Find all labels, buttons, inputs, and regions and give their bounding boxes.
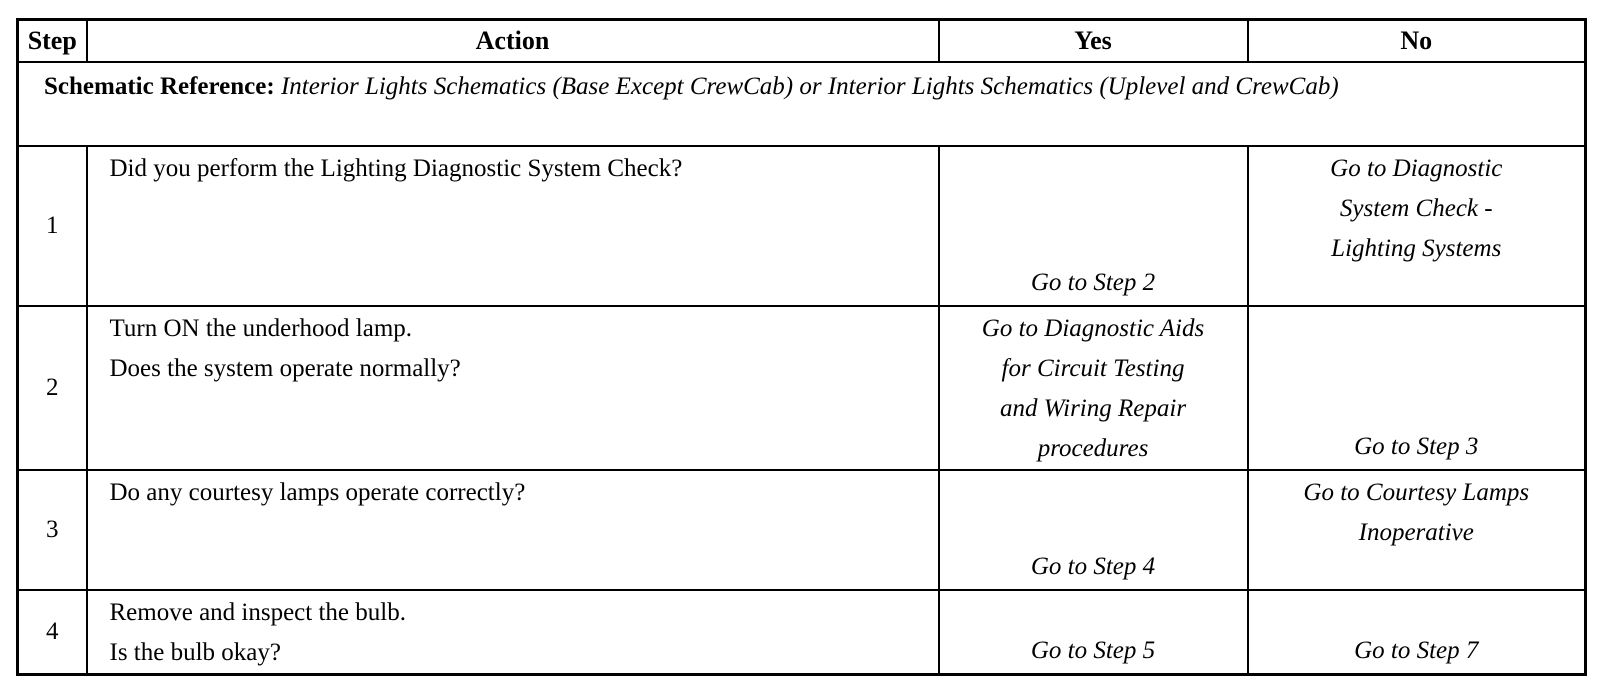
action-line: Did you perform the Lighting Diagnostic System Check?: [109, 155, 683, 182]
step-number: 3: [18, 470, 87, 590]
action-cell: [87, 470, 939, 590]
yes-line: Go to Step 4: [1030, 553, 1156, 580]
header-yes: Yes: [939, 20, 1248, 63]
table-row: [18, 590, 1586, 675]
no-cell: [1248, 306, 1586, 470]
table-row: [18, 306, 1586, 470]
no-cell: [1248, 470, 1586, 590]
yes-line: for Circuit Testing: [1001, 355, 1185, 382]
action-cell: [87, 590, 939, 675]
action-line: Is the bulb okay?: [109, 639, 281, 666]
yes-cell: [939, 146, 1248, 306]
header-row: [18, 20, 1586, 63]
table-row: [18, 470, 1586, 590]
yes-line: Go to Step 2: [1030, 269, 1156, 296]
action-line: Does the system operate normally?: [109, 355, 461, 382]
action-cell: [87, 146, 939, 306]
yes-cell: [939, 306, 1248, 470]
no-line: Go to Step 7: [1354, 637, 1479, 664]
action-line: Remove and inspect the bulb.: [109, 599, 406, 626]
header-step: Step: [18, 20, 87, 63]
no-line: System Check -: [1339, 195, 1493, 222]
no-line: Go to Step 3: [1354, 433, 1479, 460]
step-number: 2: [18, 306, 87, 470]
diagnostic-table: [16, 18, 1587, 676]
no-line: Lighting Systems: [1331, 235, 1502, 262]
header-action: Action: [87, 20, 939, 63]
schematic-reference-text: Interior Lights Schematics (Base Except CrewCab) or Interior Lights Schematics (Uplevel and CrewCab): [280, 73, 1339, 100]
yes-cell: [939, 470, 1248, 590]
yes-line: procedures: [1037, 435, 1149, 462]
schematic-reference-label: Schematic Reference:: [44, 73, 275, 100]
no-cell: [1248, 590, 1586, 675]
step-number: 4: [18, 590, 87, 675]
schematic-reference-row: [18, 62, 1586, 146]
no-line: Go to Diagnostic: [1330, 155, 1503, 182]
no-cell: [1248, 146, 1586, 306]
no-line: Inoperative: [1358, 519, 1474, 546]
action-cell: [87, 306, 939, 470]
yes-line: and Wiring Repair: [999, 395, 1187, 422]
yes-line: Go to Diagnostic Aids: [981, 315, 1205, 342]
step-number: 1: [18, 146, 87, 306]
action-line: Turn ON the underhood lamp.: [109, 315, 413, 342]
yes-line: Go to Step 5: [1030, 637, 1156, 664]
yes-cell: [939, 590, 1248, 675]
action-line: Do any courtesy lamps operate correctly?: [109, 479, 526, 506]
no-line: Go to Courtesy Lamps: [1303, 479, 1530, 506]
header-no: No: [1248, 20, 1586, 63]
schematic-reference: [18, 62, 1586, 146]
table-row: [18, 146, 1586, 306]
